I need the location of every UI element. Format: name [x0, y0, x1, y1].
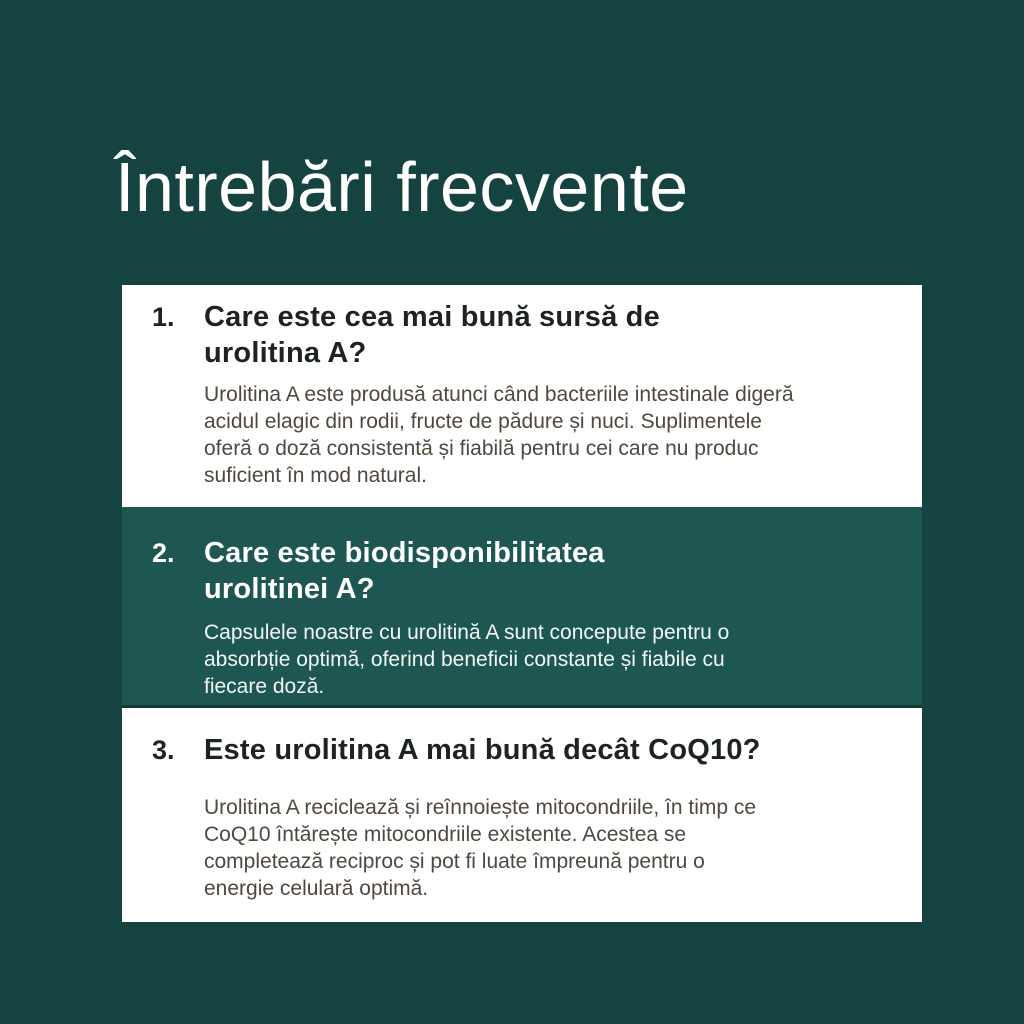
faq-content — [204, 299, 794, 489]
question-line: urolitina A? — [204, 337, 367, 369]
faq-list — [122, 285, 922, 922]
answer-line: Urolitina A reciclează și reînnoiește mitocondriile, în timp ce — [204, 796, 757, 819]
answer-line: energie celulară optimă. — [204, 877, 429, 900]
faq-number: 2. — [152, 538, 175, 568]
answer-line: oferă o doză consistentă și fiabilă pentru cei care nu produc — [204, 437, 759, 460]
faq-item-1 — [122, 285, 922, 507]
faq-item-2-highlighted — [122, 507, 922, 708]
answer-line: completează reciproc și pot fi luate împreună pentru o — [204, 850, 705, 873]
faq-number: 3. — [152, 735, 175, 765]
page-title: Întrebări frecvente — [115, 148, 689, 226]
answer-line: suficient în mod natural. — [204, 464, 427, 487]
answer-line: Urolitina A este produsă atunci când bacteriile intestinale digeră — [204, 383, 794, 406]
question-line: Care este cea mai bună sursă de — [204, 301, 660, 333]
question-line: Este urolitina A mai bună decât CoQ10? — [204, 734, 761, 766]
faq-question — [204, 299, 794, 371]
faq-item-3 — [122, 708, 922, 922]
answer-line: Capsulele noastre cu urolitină A sunt concepute pentru o — [204, 621, 730, 644]
question-line: urolitinei A? — [204, 573, 375, 605]
faq-answer — [204, 381, 794, 489]
faq-answer — [204, 794, 761, 902]
faq-answer — [204, 619, 729, 700]
faq-content — [204, 732, 761, 902]
question-line: Care este biodisponibilitatea — [204, 537, 605, 569]
answer-line: absorbție optimă, oferind beneficii constante și fiabile cu — [204, 648, 725, 671]
answer-line: acidul elagic din rodii, fructe de pădure și nuci. Suplimentele — [204, 410, 762, 433]
answer-line: fiecare doză. — [204, 675, 325, 698]
faq-question — [204, 535, 729, 607]
answer-line: CoQ10 întărește mitocondriile existente. Acestea se — [204, 823, 687, 846]
faq-number: 1. — [152, 302, 175, 332]
faq-content — [204, 535, 729, 700]
faq-question — [204, 732, 761, 768]
